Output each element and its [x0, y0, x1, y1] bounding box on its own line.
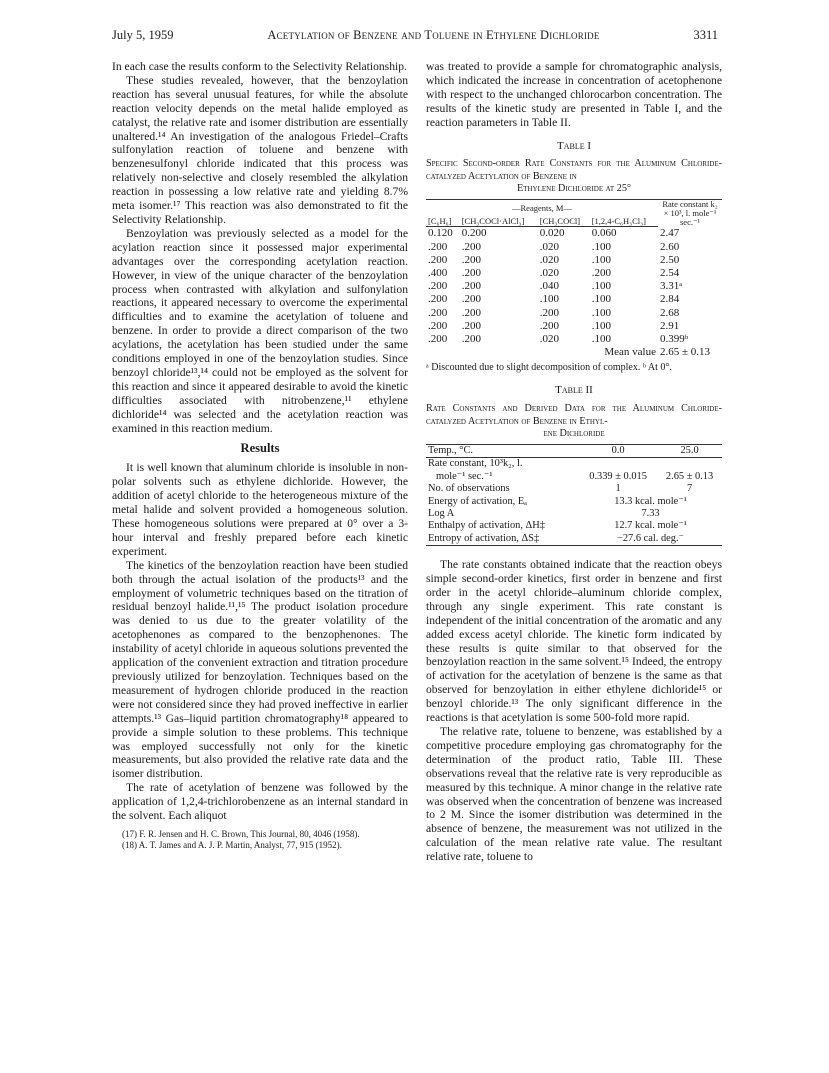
table-cell-tcb: .100: [591, 280, 611, 293]
right-column: [426, 60, 722, 864]
table-cell-rate: 2.84: [660, 293, 680, 306]
param-label: Log A: [428, 507, 455, 519]
table-1-caption-text: Specific Second-order Rate Constants for the Aluminum Chloride-catalyzed Acetylation of Benzene in: [426, 158, 722, 182]
table-cell-rate: 2.50: [660, 253, 680, 266]
section-heading-results: Results: [240, 441, 280, 456]
param-label: Energy of activation, Eₐ: [428, 495, 528, 507]
table-cell-complex: .200: [461, 240, 481, 253]
paragraph: The rate of acetylation of benzene was followed by the application of 1,2,4-trichlorobenzene as an internal standard in the solvent. Each aliquot: [112, 781, 408, 823]
paragraph: was treated to provide a sample for chromatographic analysis, which indicated the increase in concentration of acetophenone with respect to the unchanged chlorocarbon concentration. The results of the kinetic study are presented in Table I, and the reaction parameters in Table II.: [426, 60, 722, 129]
table-cell-acetyl: .200: [539, 306, 560, 319]
table-row: [426, 267, 722, 280]
footnotes: [112, 829, 408, 851]
param-label: Rate constant, 10³k₂, l.: [428, 458, 523, 470]
param-label: No. of observations: [428, 483, 510, 495]
left-column: [112, 60, 408, 851]
col-header-acetyl-chloride: [CH₃COCl]: [538, 213, 590, 227]
table-1-footnote-b: ᵇ At 0°.: [642, 362, 672, 374]
table-row: [426, 227, 722, 241]
paragraph: In each case the results conform to the Selectivity Relationship.: [112, 60, 407, 73]
table-cell-acetyl: .200: [539, 319, 560, 332]
header-date: July 5, 1959: [112, 28, 174, 42]
table-cell-rate: 2.91: [660, 319, 680, 332]
table-1-caption-line2: Ethylene Dichloride at 25°: [516, 183, 632, 195]
table-cell-complex: .200: [461, 293, 481, 306]
param-value-v25: 2.65 ± 0.13: [665, 470, 714, 482]
param-value: 13.3 kcal. mole⁻¹: [614, 495, 687, 507]
table-cell-acetyl: 0.020: [539, 227, 565, 240]
param-label: Enthalpy of activation, ΔH‡: [428, 520, 545, 532]
param-value-v0: 1: [615, 483, 621, 495]
table-cell-complex: .200: [461, 280, 481, 293]
table-cell-rate: 2.47: [660, 227, 680, 240]
col-header-c6h6: [C₆H₆]: [426, 213, 460, 227]
table-cell-rate: 0.399ᵇ: [660, 333, 689, 346]
table-row: [426, 471, 722, 483]
table-row: [426, 254, 722, 267]
param-value-v0: 0.0: [579, 444, 657, 457]
table-row: [426, 483, 722, 495]
table-cell-c6h6: 0.120: [428, 227, 453, 240]
table-row: [426, 333, 722, 346]
footnote-17: (17) F. R. Jensen and H. C. Brown, This Journal, 80, 4046 (1958).: [122, 828, 360, 839]
table-cell-rate: 2.54: [660, 267, 680, 280]
table-cell-tcb: .100: [591, 319, 611, 332]
paragraph: Benzoylation was previously selected as a model for the acylation reaction since it possessed major experimental advantages over the corresponding acetylation reaction. However, in view of the unique character of the benzoylation process when contrasted with alkylation and sulfonylation reactions, it appeared necessary to overcome the experimental difficulties and to examine the acetylation of toluene and benzene. In order to provide a direct comparison of the two acylations, the acetylation has been studied under the same conditions employed in one of the benzoylation studies. Since benzoyl chloride¹³,¹⁴ could not be employed as the solvent for this reaction and since it appeared desirable to avoid the kinetic difficulties associated with nitrobenzene,¹¹ ethylene dichloride¹⁴ was selected and the acetylation reaction was examined in this reaction medium.: [112, 226, 408, 435]
running-header: [112, 28, 718, 46]
table-cell-complex: .200: [461, 319, 481, 332]
table-1-body: [426, 227, 722, 346]
table-cell-c6h6: .400: [428, 267, 448, 280]
table-row: [426, 280, 722, 293]
table-row: [426, 496, 722, 508]
table-cell-complex: .200: [461, 333, 481, 346]
paragraph: It is well known that aluminum chloride is insoluble in non-polar solvents such as ethylene dichloride. However, the addition of acetyl chloride to the heterogeneous mixture of the metal halide and solvent provided a homogeneous solution. These homogeneous solutions were prepared at 0° over a 3-hour interval and freshly prepared before each kinetic experiment.: [112, 461, 408, 558]
table-cell-tcb: .100: [591, 306, 611, 319]
footnote-18: (18) A. T. James and A. J. P. Martin, Analyst, 77, 915 (1952).: [122, 839, 342, 850]
table-row: [426, 533, 722, 546]
param-value-v25: [657, 458, 722, 471]
table-cell-tcb: 0.060: [591, 227, 617, 240]
table-1-footnote-a: ᵃ Discounted due to slight decomposition of complex.: [426, 362, 641, 374]
table-row: [426, 444, 722, 457]
table-cell-c6h6: .200: [428, 280, 448, 293]
paragraph: The kinetics of the benzoylation reaction have been studied both through the actual isolation of the products¹³ and the employment of volumetric techniques based on the titration of residual benzoyl halide.¹¹,¹⁵ The product isolation procedure was denied to us due to the greater volatility of the acetophenones as compared to the benzophenones. The instability of acetyl chloride in aqueous solutions prevented the application of the convenient extraction and titration procedure previously utilized for benzoylation. Techniques based on the measurement of hydrogen chloride produced in the reaction were not considered since they had proved ineffective in earlier attempts.¹³ Gas–liquid partition chromatography¹⁸ appeared to provide a simple solution to these problems. This technique was employed successfully not only for the kinetic measurements, but also provided the relative rate data and the isomer distribution.: [112, 558, 408, 781]
reagents-header: —Reagents, M—: [426, 199, 658, 213]
param-value: 12.7 kcal. mole⁻¹: [614, 520, 687, 532]
table-cell-c6h6: .200: [428, 333, 448, 346]
table-2-label: Table II: [555, 384, 593, 397]
param-label: Entropy of activation, ΔS‡: [426, 533, 579, 546]
header-title: Acetylation of Benzene and Toluene in Ethylene Dichloride: [267, 28, 600, 42]
mean-value: 2.65 ± 0.13: [660, 346, 711, 359]
table-cell-acetyl: .020: [539, 333, 560, 346]
table-cell-c6h6: .200: [428, 240, 448, 253]
table-row: [426, 241, 722, 254]
table-cell-tcb: .100: [591, 253, 611, 266]
table-2: [426, 444, 722, 546]
paragraph: The rate constants obtained indicate that the reaction obeys simple second-order kinetics, first order in benzene and first order in the acetyl chloride–aluminum chloride complex, through any single experiment. This rate constant is independent of the initial concentration of the aromatic and any added excess acetyl chloride. The kinetic form indicated by these results is quite similar to that observed for the benzoylation reaction in the same solvent.¹⁵ Indeed, the entropy of activation for the acetylation of benzene is the same as that observed for benzoylation in either ethylene dichloride¹⁵ or benzoyl chloride.¹³ The only significant difference in the reactions is that acetylation is some 500-fold more rapid.: [426, 558, 722, 725]
table-cell-complex: .200: [461, 306, 481, 319]
table-cell-tcb: .100: [591, 240, 611, 253]
param-value-v0: 0.339 ± 0.015: [589, 470, 647, 482]
table-row: [426, 458, 722, 471]
table-row: [426, 508, 722, 520]
table-1-caption: [426, 158, 722, 196]
param-label: mole⁻¹ sec.⁻¹: [436, 470, 493, 482]
table-2-body: [426, 444, 722, 545]
col-header-complex: [CH₃COCl·AlCl₃]: [460, 213, 538, 227]
table-cell-c6h6: .200: [428, 293, 448, 306]
table-cell-tcb: .100: [591, 293, 611, 306]
paragraph: The relative rate, toluene to benzene, was established by a competitive procedure employing gas chromatography for the determination of the product ratio, Table III. These observations reveal that the relative rate is very reproducible as measured by this technique. A minor change in the relative rate was observed when the concentration of benzene was increased to 2 M. Since the isomer distribution was determined in the absence of benzene, the measurement was not utilized in the calculation of the mean relative rate value. The resultant relative rate, toluene to: [426, 725, 722, 864]
table-row: [426, 320, 722, 333]
param-label: Temp., °C.: [426, 444, 579, 457]
table-cell-tcb: .100: [591, 333, 611, 346]
table-cell-c6h6: .200: [428, 253, 448, 266]
table-cell-complex: 0.200: [461, 227, 487, 240]
param-value-v25: 25.0: [657, 444, 722, 457]
table-cell-rate: 2.68: [660, 306, 680, 319]
table-2-caption-text: Rate Constants and Derived Data for the Aluminum Chloride-catalyzed Acetylation of Benzene in Ethyl-: [426, 403, 722, 427]
table-cell-complex: .200: [461, 267, 481, 280]
rate-constant-header: Rate constant k₂ × 10³, l. mole⁻¹ sec.⁻¹: [658, 199, 722, 227]
table-cell-c6h6: .200: [428, 306, 448, 319]
table-row: [426, 520, 722, 532]
table-cell-acetyl: .040: [539, 280, 560, 293]
mean-row: [426, 346, 722, 359]
table-1-footnotes: [426, 362, 722, 374]
table-cell-tcb: .200: [591, 267, 611, 280]
table-cell-acetyl: .020: [539, 253, 560, 266]
param-value: −27.6 cal. deg.⁻: [579, 533, 722, 546]
header-page-number: 3311: [693, 28, 718, 42]
table-1: [426, 199, 722, 360]
table-cell-acetyl: .020: [539, 240, 560, 253]
param-value: 7.33: [641, 507, 660, 519]
param-value-v25: 7: [686, 483, 693, 495]
table-cell-acetyl: .100: [539, 293, 560, 306]
col-header-trichlorobenzene: [1,2,4-C₆H₃Cl₃]: [590, 213, 658, 227]
param-value-v0: [579, 458, 657, 471]
mean-label: Mean value: [604, 346, 656, 359]
table-1-label: Table I: [556, 139, 592, 152]
table-cell-c6h6: .200: [428, 319, 448, 332]
paragraph: These studies revealed, however, that the benzoylation reaction has several unusual features, for while the absolute reaction velocity depends on the metal halide employed as catalyst, the relative rate and isomer distribution are essentially unaltered.¹⁴ An investigation of the analogous Friedel–Crafts sulfonylation reaction of toluene and benzene with benzenesulfonyl chloride indicated that this process was relatively non-selective and closely resembled the alkylation reaction in possessing a low relative rate and yielding 8.7% meta isomer.¹⁷ This reaction was also demonstrated to fit the Selectivity Relationship.: [112, 73, 408, 226]
table-cell-rate: 2.60: [660, 240, 680, 253]
table-cell-acetyl: .020: [539, 267, 560, 280]
table-cell-rate: 3.31ᵃ: [660, 280, 683, 293]
table-2-caption-line2: ene Dichloride: [543, 428, 605, 440]
table-cell-complex: .200: [461, 253, 481, 266]
table-row: [426, 293, 722, 306]
table-2-caption: [426, 403, 722, 441]
table-row: [426, 307, 722, 320]
